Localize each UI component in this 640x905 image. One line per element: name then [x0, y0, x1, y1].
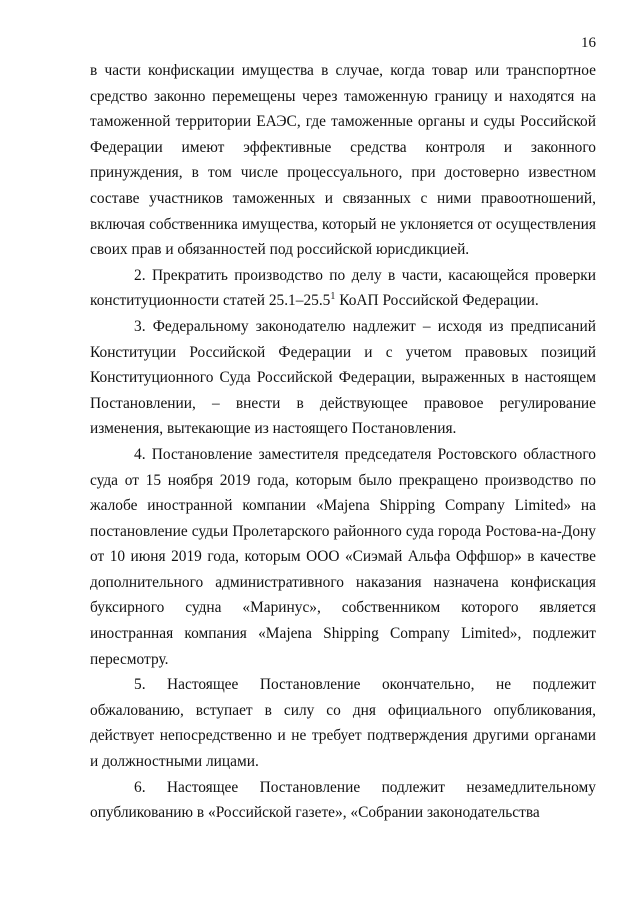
page-number: 16 — [581, 35, 596, 51]
paragraph-4: 4. Постановление заместителя председателя Ростовского областного суда от 15 ноября 2019 года, которым было прекращено производство по жалобе иностранной компании «Majena Shipping Company Limited» на постановление судьи Пролетарского районного суда города Ростова-на-Дону от 10 июня 2019 года, которым ООО «Сиэмай Альфа Оффшор» в качестве дополнительного административного наказания назначена конфискация буксирного судна «Маринус», собственником которого является иностранная компания «Majena Shipping Company Limited», подлежит пересмотру. — [90, 445, 596, 668]
paragraph-2 — [90, 263, 596, 314]
paragraph-6: 6. Настоящее Постановление подлежит незамедлительному опубликованию в «Российской газете», «Собрании законодательства — [90, 778, 596, 822]
paragraph-2-text-a: 2. Прекратить производство по делу в части, касающейся проверки конституционности статей 25.1–25.5 — [90, 266, 596, 310]
paragraph-continuation: в части конфискации имущества в случае, когда товар или транспортное средство законно перемещены через таможенную границу и находятся на таможенной территории ЕАЭС, где таможенные органы и суды Российской Федерации имеют эффективные средства контроля и законного принуждения, в том числе процессуального, при достоверно известном составе участников таможенных и связанных с ними правоотношений, включая собственника имущества, который не уклоняется от осуществления своих прав и обязанностей под российской юрисдикцией. — [90, 62, 596, 259]
paragraph-2-text-b: КоАП Российской Федерации. — [335, 292, 539, 310]
paragraph-2-superscript: 1 — [330, 291, 336, 303]
paragraph-5: 5. Настоящее Постановление окончательно, не подлежит обжалованию, вступает в силу со дня официального опубликования, действует непосредственно и не требует подтверждения другими органами и должностными лицами. — [90, 676, 596, 771]
document-body — [90, 58, 596, 826]
paragraph-3: 3. Федеральному законодателю надлежит – исходя из предписаний Конституции Российской Федерации и с учетом правовых позиций Конституционного Суда Российской Федерации, выраженных в настоящем Постановлении, – внести в действующее правовое регулирование изменения, вытекающие из настоящего Постановления. — [90, 317, 596, 438]
